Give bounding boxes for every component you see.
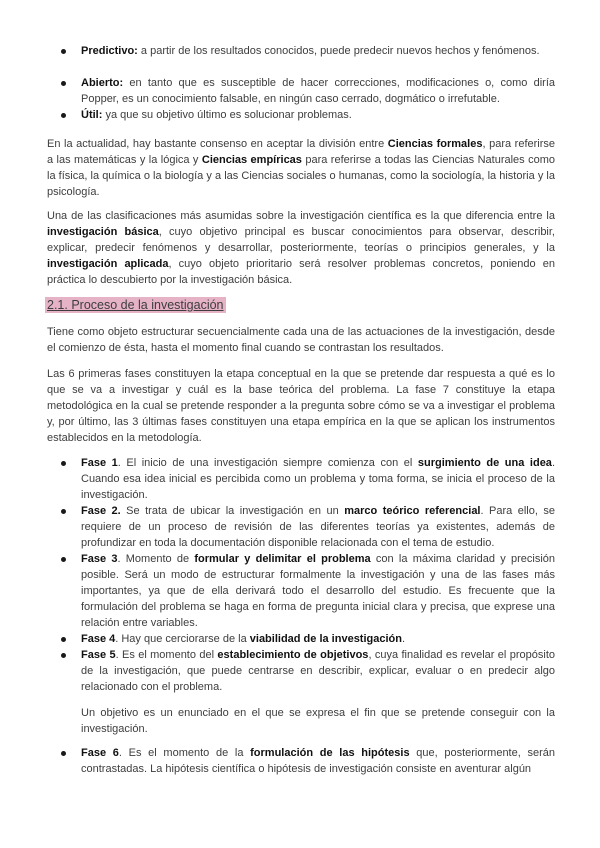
section-heading: 2.1. Proceso de la investigación [47, 298, 224, 312]
phase-1: Fase 1. El inicio de una investigación siempre comienza con el surgimiento de una idea. Cuando esa idea inicial es percibida como un problema y toma forma, se inicia el proceso de la investigación. [81, 457, 555, 501]
paragraph-clasificaciones: Una de las clasificaciones más asumidas sobre la investigación científica es la que diferencia entre la investigación básica, cuyo objetivo principal es buscar conocimientos para observar, describir, explicar, predecir fenómenos y desarrollar, posteriormente, teorías o principios generales, y la investigación aplicada, cuyo objeto prioritario será resolver problemas concretos, poniendo en práctica lo descubierto por la investigación básica. [47, 210, 556, 286]
phase-6: Fase 6. Es el momento de la formulación de las hipótesis que, posteriormente, serán contrastadas. La hipótesis científica o hipótesis de investigación consiste en aventurar algún [81, 747, 555, 775]
phase-2: Fase 2. Se trata de ubicar la investigación en un marco teórico referencial. Para ello, se requiere de un proceso de revisión de las diferentes teorías ya existentes, además de profundizar en toda la documentación disponible relacionada con el tema de estudio. [81, 505, 555, 549]
bullet-dot [61, 81, 66, 86]
objective-note: Un objetivo es un enunciado en el que se expresa el fin que se pretende conseguir con la investigación. [81, 707, 555, 735]
bullet-dot [61, 653, 66, 658]
phase-5: Fase 5. Es el momento del establecimiento de objetivos, cuya finalidad es revelar el propósito de la investigación, que puede centrarse en describir, explicar, evaluar o en predecir algo relacionado con el problema. [81, 649, 555, 693]
bullet-abierto: Abierto: en tanto que es susceptible de hacer correcciones, modificaciones o, como diría Popper, es un conocimiento falsable, en ningún caso cerrado, dogmático o irrefutable. [81, 77, 555, 105]
bullet-dot [61, 113, 66, 118]
bullet-predictivo: Predictivo: a partir de los resultados conocidos, puede predecir nuevos hechos y fenómenos. [81, 45, 540, 57]
bullet-dot [61, 49, 66, 54]
paragraph-ciencias: En la actualidad, hay bastante consenso en aceptar la división entre Ciencias formales, para referirse a las matemáticas y la lógica y Ciencias empíricas para referirse a todas las Ciencias Naturales como la física, la química o la biología y a las Ciencias sociales o humanas, como la sociología, la historia y la psicología. [47, 138, 556, 198]
phase-4: Fase 4. Hay que cerciorarse de la viabilidad de la investigación. [81, 633, 406, 645]
bullet-dot [61, 461, 66, 466]
phase-3: Fase 3. Momento de formular y delimitar el problema con la máxima claridad y precisión posible. Será un modo de estructurar formalmente la investigación y una de las fases más importantes, ya que de ella derivará todo el desarrollo del estudio. Es frecuente que la formulación del problema se haga en forma de pregunta inicial clara y precisa, que exprese una relación entre variables. [81, 553, 555, 629]
bullet-dot [61, 751, 66, 756]
bullet-dot [61, 509, 66, 514]
bullet-dot [61, 637, 66, 642]
paragraph-objeto: Tiene como objeto estructurar secuencialmente cada una de las actuaciones de la investigación, desde el comienzo de ésta, hasta el momento final cuando se contrastan los resultados. [47, 326, 555, 354]
bullet-util: Útil: ya que su objetivo último es solucionar problemas. [81, 109, 352, 121]
bullet-dot [61, 557, 66, 562]
paragraph-fases: Las 6 primeras fases constituyen la etapa conceptual en la que se pretende dar respuesta a qué es lo que se va a investigar y cuál es la base teórica del problema. La fase 7 constituye la etapa metodológica en la cual se pretende responder a la pregunta sobre cómo se va a investigar el problema y, por último, las 3 últimas fases constituyen una etapa empírica en la que se aplican los instrumentos establecidos en la metodología. [47, 368, 555, 444]
